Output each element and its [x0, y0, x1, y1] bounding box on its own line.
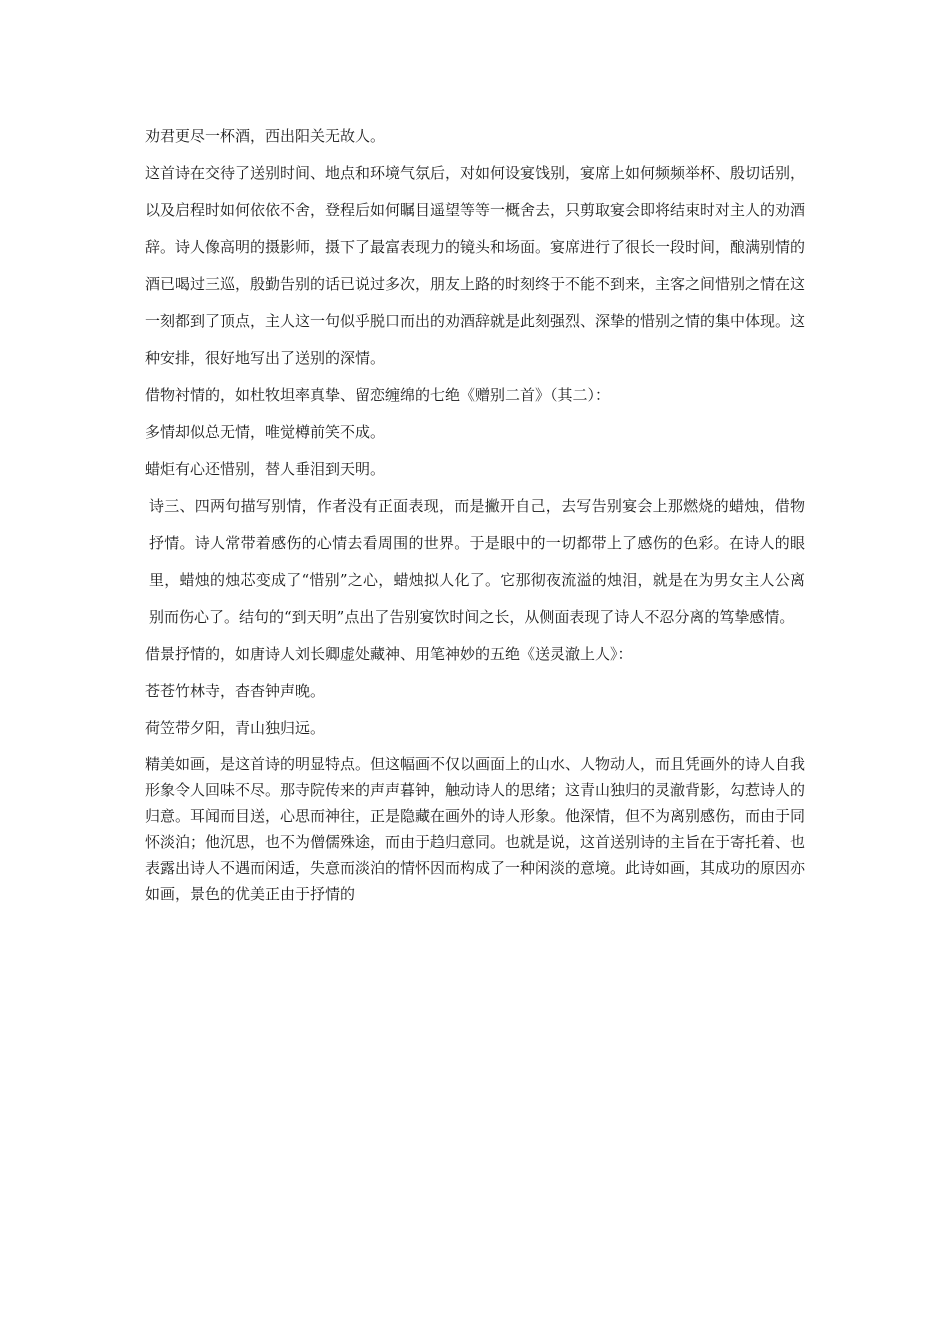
poem-line-quote: 劝君更尽一杯酒，西出阳关无故人。	[145, 127, 386, 145]
paragraph-analysis-dumu: 诗三、四两句描写别情，作者没有正面表现，而是撇开自己，去写告别宴会上那燃烧的蜡烛，借物抒情。诗人常带着感伤的心情去看周围的世界。于是眼中的一切都带上了感伤的色彩。在诗人的眼里，蜡烛的烛芯变成了“惜别”之心，蜡烛拟人化了。它那彻夜流溢的烛泪，就是在为男女主人公离别而伤心了。结句的“到天明”点出了告别宴饮时间之长，从侧面表现了诗人不忍分离的笃挚感情。	[149, 497, 805, 626]
poem-line-dumu-2: 蜡炬有心还惜别，替人垂泪到天明。	[145, 460, 386, 478]
paragraph-analysis-wangwei: 这首诗在交待了送别时间、地点和环境气氛后，对如何设宴饯别，宴席上如何频频举杯、殷切话别，以及启程时如何依依不舍，登程后如何瞩目遥望等等一概舍去，只剪取宴会即将结束时对主人的劝酒辞。诗人像高明的摄影师，摄下了最富表现力的镜头和场面。宴席进行了很长一段时间，酿满别情的酒已喝过三巡，殷勤告别的话已说过多次，朋友上路的时刻终于不能不到来，主客之间惜别之情在这一刻都到了顶点，主人这一句似乎脱口而出的劝酒辞就是此刻强烈、深挚的惜别之情的集中体现。这种安排，很好地写出了送别的深情。	[145, 164, 806, 367]
paragraph-analysis-liuchangqing: 精美如画，是这首诗的明显特点。但这幅画不仅以画面上的山水、人物动人，而且凭画外的诗人自我形象令人回味不尽。那寺院传来的声声暮钟，触动诗人的思绪；这青山独归的灵澈背影，勾惹诗人的归意。耳闻而目送，心思而神往，正是隐藏在画外的诗人形象。他深情，但不为离别感伤，而由于同怀淡泊；他沉思，也不为僧儒殊途，而由于趋归意同。也就是说，这首送别诗的主旨在于寄托着、也表露出诗人不遇而闲适，失意而淡泊的情怀因而构成了一种闲淡的意境。此诗如画，其成功的原因亦如画，景色的优美正由于抒情的	[145, 755, 806, 903]
paragraph-intro-dumu: 借物衬情的，如杜牧坦率真挚、留恋缠绵的七绝《赠别二首》（其二）：	[145, 386, 611, 404]
poem-line-liuchangqing-2: 荷笠带夕阳，青山独归远。	[145, 719, 326, 737]
poem-line-liuchangqing-1: 苍苍竹林寺，杳杳钟声晚。	[145, 682, 326, 700]
document-body	[145, 118, 805, 907]
paragraph-intro-liuchangqing: 借景抒情的，如唐诗人刘长卿虚处藏神、用笔神妙的五绝《送灵澈上人》：	[145, 645, 633, 663]
poem-line-dumu-1: 多情却似总无情，唯觉樽前笑不成。	[145, 423, 386, 441]
